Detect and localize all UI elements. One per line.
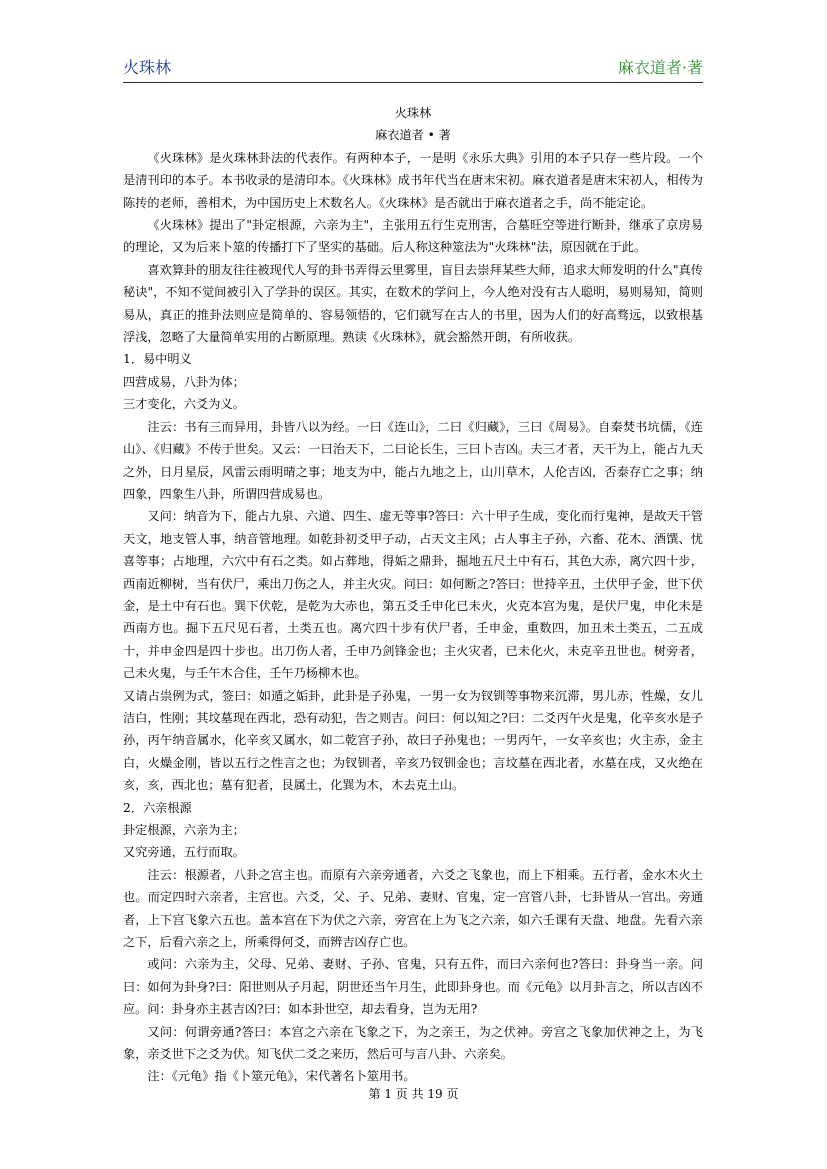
paragraph: 又问：何谓旁通?答曰：本宫之六亲在飞象之下，为之亲王，为之伏神。旁宫之飞象加伏神之上，为飞象，亲爻世下之爻为伏。知飞伏二爻之来历，然后可与言八卦、六亲矣。	[123, 1024, 703, 1062]
paragraph-list	[123, 147, 703, 1088]
document-body	[123, 102, 703, 1088]
paragraph: 喜欢算卦的朋友往往被现代人写的卦书弄得云里雾里，盲目去崇拜某些大师，追求大师发明的什么"真传秘诀"，不知不觉间被引入了学卦的误区。其实，在数术的学问上，今人绝对没有古人聪明，易则易知，简则易从，真正的推卦法则应是简单的、容易领悟的，它们就写在古人的书里，因为人们的好高骛远，以致根基浮浅，忽略了大量简单实用的占断原理。熟读《火珠林》，就会豁然开朗，有所收获。	[123, 262, 703, 345]
paragraph: 又请占祟例为式，签曰：如遁之姤卦，此卦是子孙鬼，一男一女为钗钏等事物来沉滞，男儿赤，性燥，女儿洁白，性刚；其坟墓现在西北，恐有动犯，告之则吉。问曰：何以知之?曰：二爻丙午火是鬼，化辛亥水是子孙，丙午纳音属水，化辛亥又属水，如二乾宫子孙，故曰子孙鬼也；一男丙午，一女辛亥也；火主赤，金主白，火燥金刚，皆以五行之性言之也；为钗钏者，辛亥乃钗钏金也；言坟墓在西北者，水墓在戌，又火绝在亥，亥，西北也；墓有犯者，艮属土，化巽为木，木去克土山。	[123, 688, 703, 793]
paragraph: 注云：书有三而异用，卦皆八以为经。一曰《连山》，二曰《归藏》，三曰《周易》。自秦焚书坑儒，《连山》、《归藏》不传于世矣。又云：一曰治天下，二曰论长生，三曰卜吉凶。夫三才者，天干为上，能占九天之外，日月星辰，风雷云雨明晴之事；地支为中，能占九地之上，山川草木，人伦吉凶，否泰存亡之事；纳四象，四象生八卦，所谓四营成易也。	[123, 419, 703, 501]
header-rule	[123, 82, 703, 83]
paragraph: 又问：纳音为下，能占九泉、六道、四生、虚无等事?答曰：六十甲子生成，变化而行鬼神，是故天干管天文，地支管人事，纳音管地理。如乾卦初爻甲子动，占天文主风；占人事主子孙，六畜、花木、酒馔、忧喜等事；占地理，六穴中有石之类。如占葬地，得姤之鼎卦，掘地五尺土中有石，其色大赤，离穴四十步，西南近柳树，当有伏尸，乘出刀伤之人，并主火灾。问曰：如何断之?答曰：世持辛丑，土伏甲子金，世下伏金，是土中有石也。巽下伏乾，是乾为大赤也，第五爻壬申化已未火，火克本宫为鬼，是伏尸鬼，申化未是西南方也。掘下五尺见石者，土类五也。离穴四十步有伏尸者，壬申金，重数四，加丑未土类五，二五成十，并申金四是四十步也。出刀伤人者，壬申乃剑锋金也；主火灾者，已未化火，未克辛丑世也。树旁者，己未火鬼，与壬午木合住，壬午乃杨柳木也。	[123, 509, 703, 681]
paragraph: 2．六亲根源	[123, 800, 192, 815]
paragraph: 又究旁通，五行而取。	[123, 845, 245, 860]
paragraph: 《火珠林》提出了"卦定根源，六亲为主"，主张用五行生克刑害，合墓旺空等进行断卦，继承了京房易的理论，又为后来卜筮的传播打下了坚实的基础。后人称这种筮法为"火珠林"法，原因就在于此。	[123, 218, 703, 255]
running-header	[123, 58, 703, 80]
page-footer: 第 1 页 共 19 页	[368, 1087, 459, 1101]
paragraph: 《火珠林》是火珠林卦法的代表作。有两种本子，一是明《永乐大典》引用的本子只存一些片段。一个是清刊印的本子。本书收录的是清印本。《火珠林》成书年代当在唐末宋初。麻衣道者是唐末宋初人，相传为陈抟的老师，善相术，为中国历史上术数名人。《火珠林》是否就出于麻衣道者之手，尚不能定论。	[123, 150, 703, 210]
header-book-title: 火珠林	[123, 58, 172, 77]
document-author: 麻衣道者 • 著	[375, 128, 451, 143]
paragraph: 卦定根源，六亲为主；	[123, 823, 245, 837]
paragraph: 注：《元龟》指《卜筮元龟》，宋代著名卜筮用书。	[147, 1069, 416, 1084]
document-title: 火珠林	[394, 106, 432, 120]
paragraph: 四营成易，八卦为体；	[123, 374, 245, 389]
paragraph: 1．易中明义	[123, 352, 192, 367]
paragraph: 或问：六亲为主，父母、兄弟、妻财、子孙、官鬼，只有五件，而曰六亲何也?答曰：卦身当一亲。问曰：如何为卦身?曰：阳世则从子月起，阴世还当午月生，此即卦身也。而《元龟》以月卦言之，所以吉凶不应。问：卦身亦主甚吉凶?曰：如本卦世空，却去看身，岂为无用?	[123, 957, 703, 1017]
header-author: 麻衣道者·著	[617, 58, 703, 77]
paragraph: 三才变化，六爻为义。	[123, 397, 245, 412]
paragraph: 注云：根源者，八卦之宫主也。而原有六亲旁通者，六爻之飞象也，而上下相乘。五行者，金水木火土也。而定四时六亲者，主宫也。六爻，父、子、兄弟、妻财、官鬼，定一宫管八卦，七卦皆从一宫出。旁通者，上下宫飞象六五也。盖本宫在下为伏之六亲，旁宫在上为飞之六亲，如六壬课有天盘、地盘。先看六亲之下，后看六亲之上，所乘得何爻，而辨吉凶存亡也。	[123, 867, 703, 950]
